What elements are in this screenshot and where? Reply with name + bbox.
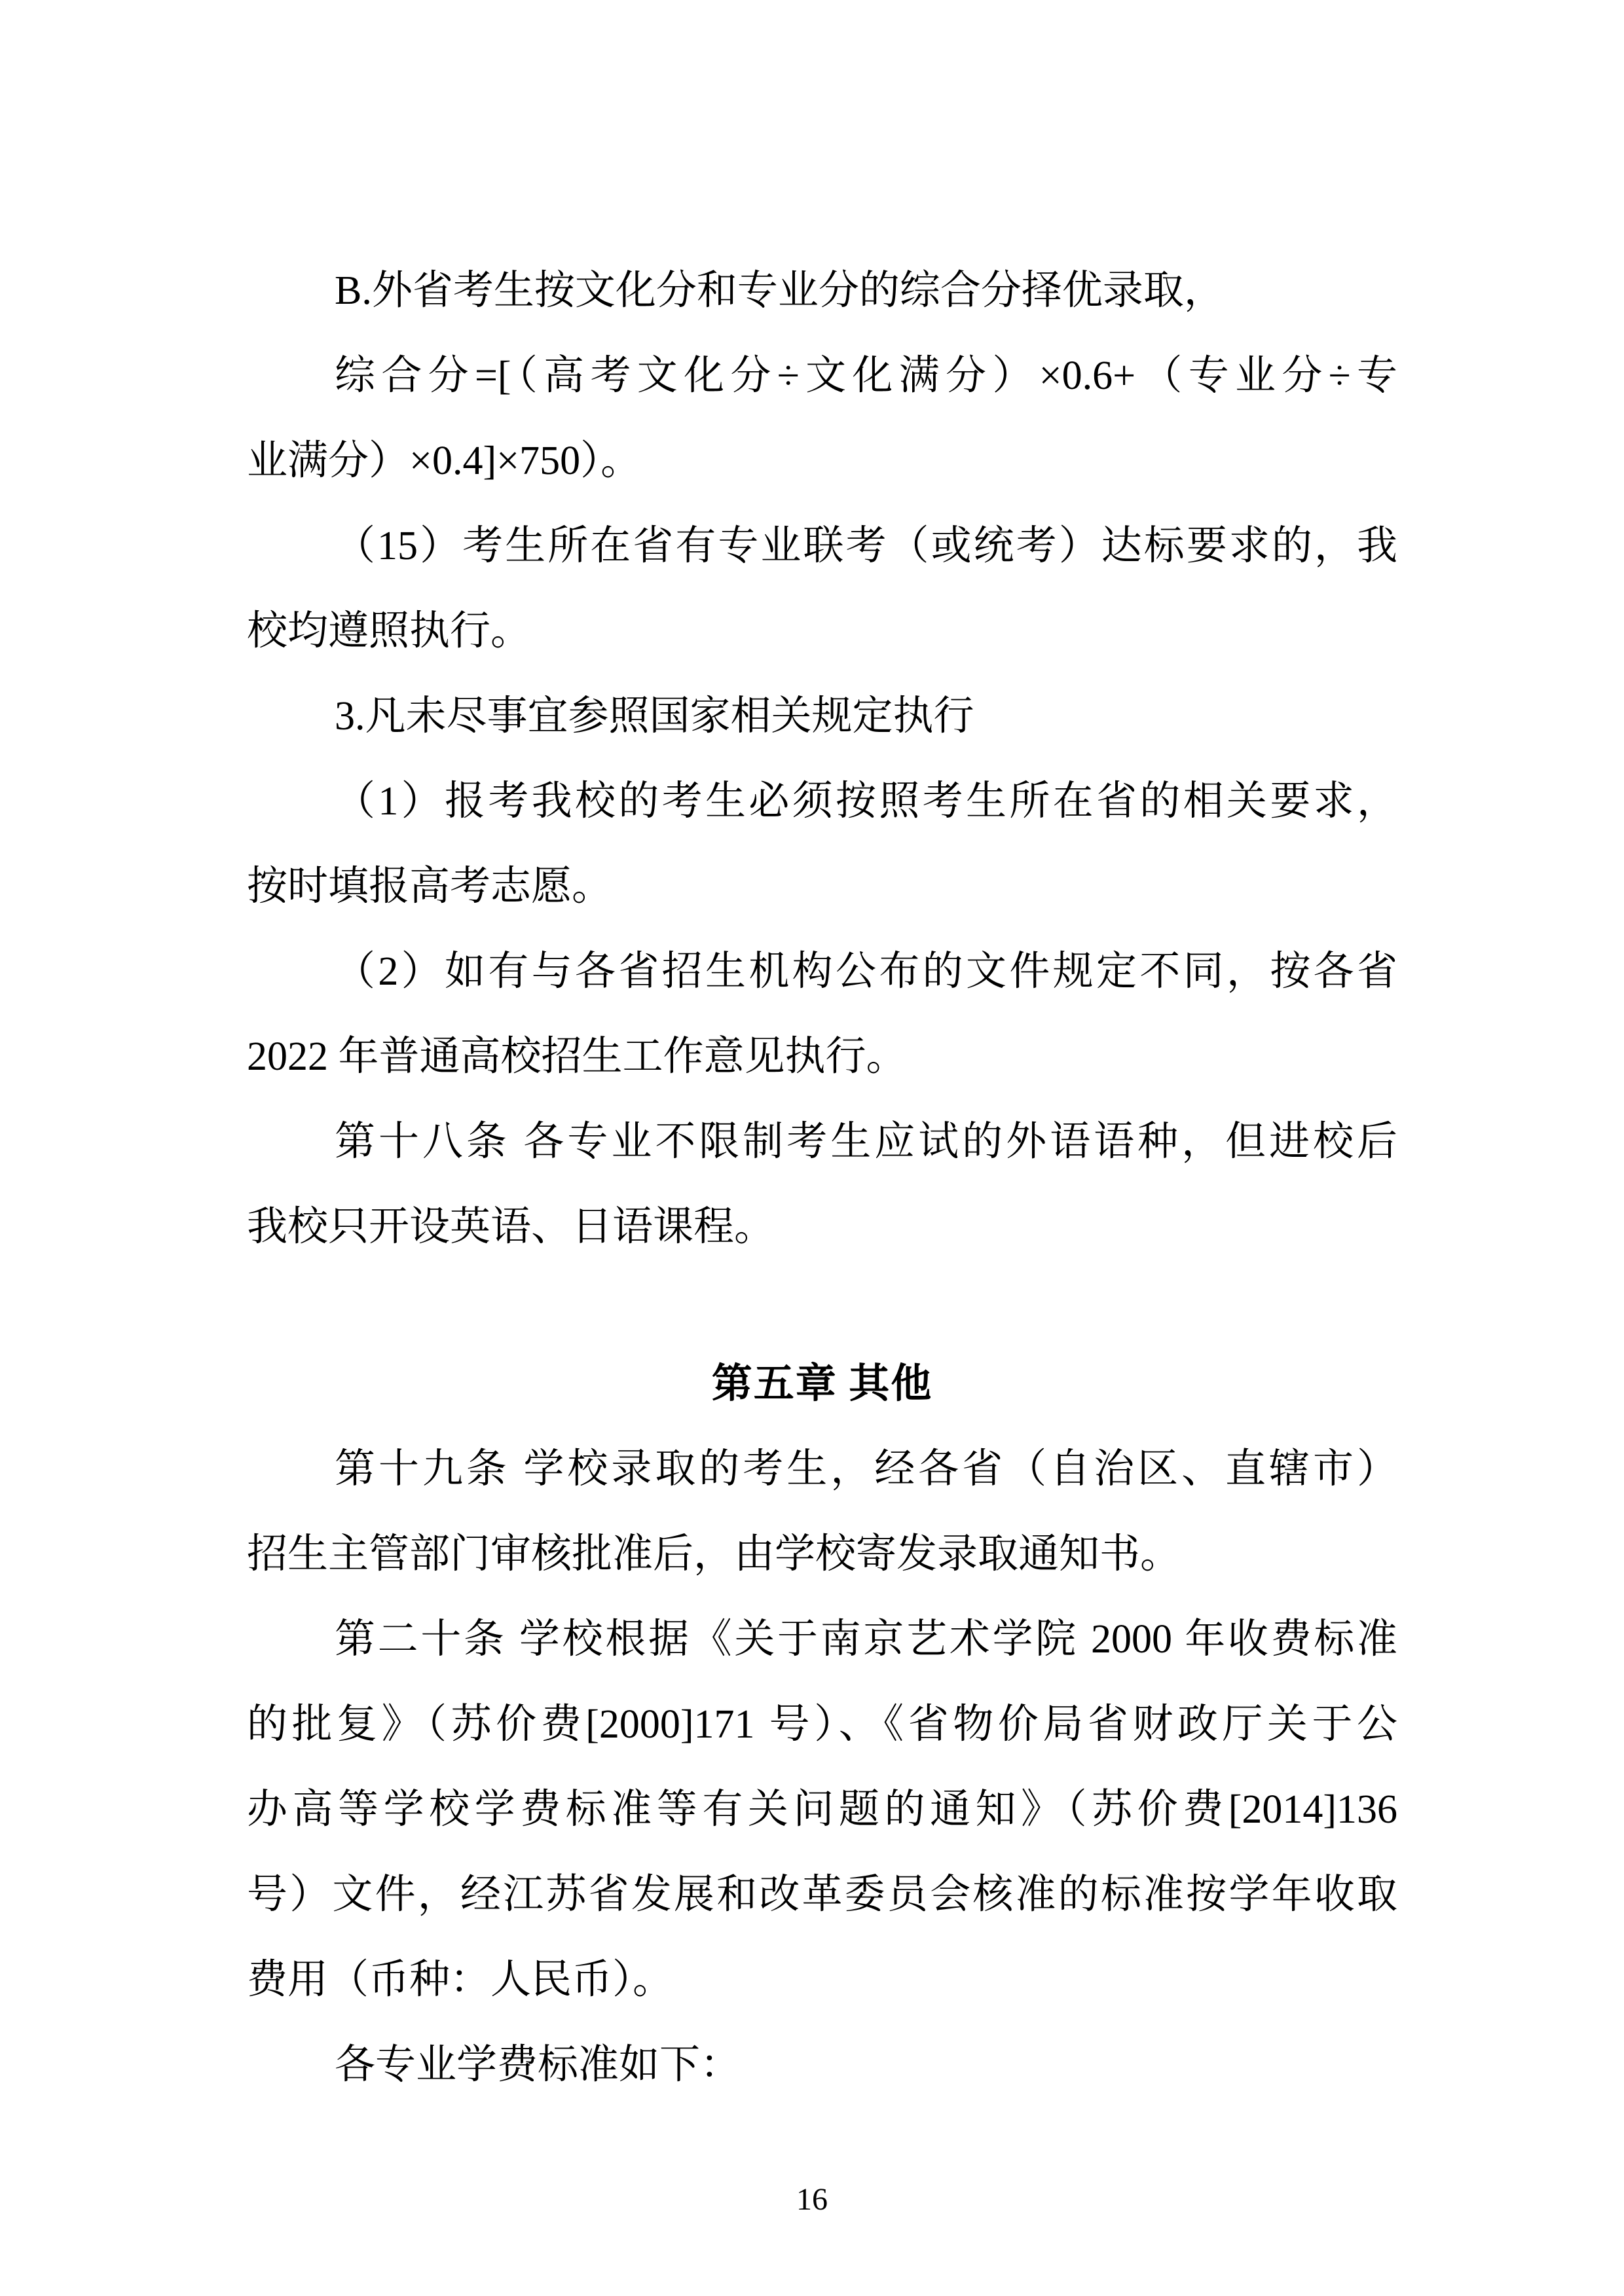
body-line: （15）考生所在省有专业联考（或统考）达标要求的，我 — [335, 524, 1397, 568]
body-line: B.外省考生按文化分和专业分的综合分择优录取， — [335, 268, 1225, 313]
body-line: 综合分=[（高考文化分÷文化满分）×0.6+（专业分÷专 — [335, 354, 1397, 398]
body-line: 费用（币种：人民币）。 — [247, 1958, 674, 2002]
body-line: 我校只开设英语、日语课程。 — [247, 1205, 775, 1249]
body-line: 招生主管部门审核批准后，由学校寄发录取通知书。 — [247, 1532, 1181, 1576]
body-line: 第二十条 学校根据《关于南京艺术学院 2000 年收费标准 — [335, 1617, 1397, 1662]
body-line: （2）如有与各省招生机构公布的文件规定不同，按各省 — [335, 949, 1397, 994]
body-line: 各专业学费标准如下： — [335, 2043, 741, 2087]
body-line: 第十八条 各专业不限制考生应试的外语语种，但进校后 — [335, 1120, 1397, 1164]
body-line: 第十九条 学校录取的考生，经各省（自治区、直辖市） — [335, 1447, 1397, 1491]
document-body — [247, 248, 1397, 2107]
body-line: （1）报考我校的考生必须按照考生所在省的相关要求， — [335, 779, 1397, 824]
body-line: 2022 年普通高校招生工作意见执行。 — [247, 1034, 907, 1079]
body-line: 的批复》（苏价费[2000]171 号）、《省物价局省财政厅关于公 — [247, 1702, 1397, 1747]
body-line: 业满分）×0.4]×750）。 — [247, 439, 642, 483]
body-line: 按时填报高考志愿。 — [247, 864, 613, 909]
body-line: 校均遵照执行。 — [247, 609, 532, 653]
body-line: 号）文件，经江苏省发展和改革委员会核准的标准按学年收取 — [247, 1872, 1397, 1917]
chapter-heading: 第五章 其他 — [711, 1362, 933, 1406]
body-line: 3.凡未尽事宜参照国家相关规定执行 — [335, 694, 974, 738]
body-line: 办高等学校学费标准等有关问题的通知》（苏价费[2014]136 — [247, 1787, 1397, 1832]
page-number: 16 — [796, 2182, 828, 2217]
